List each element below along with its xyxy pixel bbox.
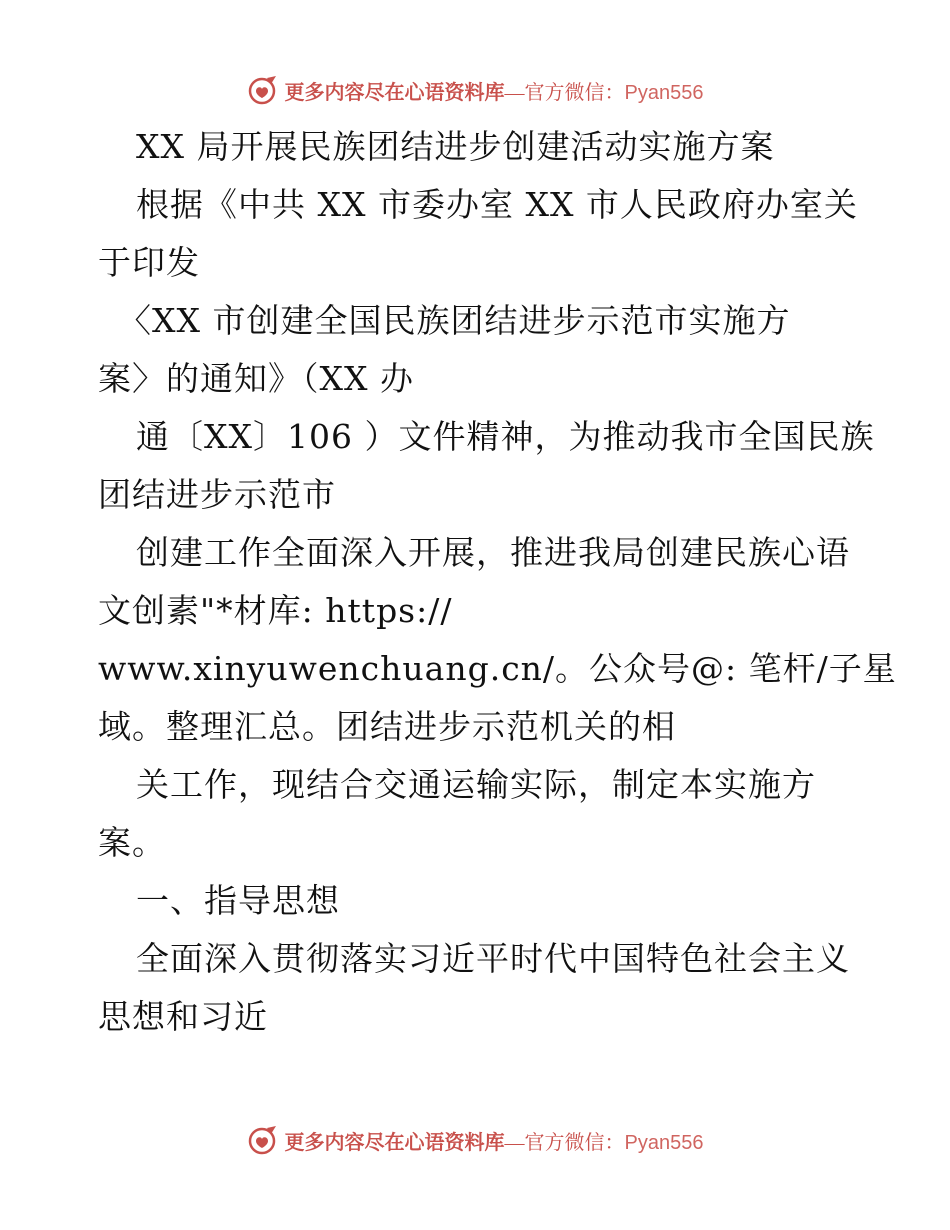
watermark-separator: — <box>504 81 525 104</box>
paragraph-line: 案〉的通知》（XX 办 <box>98 359 414 398</box>
paragraph-line: 关工作，现结合交通运输实际，制定本实施方 <box>136 765 816 804</box>
paragraph-line: 思想和习近 <box>98 997 268 1036</box>
watermark-wechat-id: Pyan556 <box>624 1131 704 1154</box>
paragraph-line: 全面深入贯彻落实习近平时代中国特色社会主义 <box>136 939 850 978</box>
paragraph-line: 根据《中共 XX 市委办室 XX 市人民政府办室关 <box>136 185 858 224</box>
watermark-wechat-id: Pyan556 <box>624 81 704 104</box>
paragraph-line: 团结进步示范市 <box>98 475 336 514</box>
paragraph-line: 案。 <box>98 823 166 862</box>
paragraph-line: 创建工作全面深入开展，推进我局创建民族心语 <box>136 533 850 572</box>
brush-heart-logo-icon <box>247 74 279 106</box>
watermark-separator: — <box>504 1131 525 1154</box>
document-body <box>98 118 897 1046</box>
paragraph-line: 文创素"*材库: https:// <box>98 591 453 630</box>
paragraph-line: 域。整理汇总。团结进步示范机关的相 <box>98 707 676 746</box>
watermark-text <box>285 76 704 105</box>
watermark-main: 更多内容尽在心语资料库 <box>284 1131 505 1154</box>
paragraph-line: 于印发 <box>98 243 200 282</box>
paragraph-line: 〈XX 市创建全国民族团结进步示范市实施方 <box>118 301 791 340</box>
watermark-text <box>285 1126 704 1155</box>
brush-heart-logo-icon <box>247 1124 279 1156</box>
watermark-wechat-label: 官方微信： <box>524 1131 625 1154</box>
document-title: XX 局开展民族团结进步创建活动实施方案 <box>136 127 775 166</box>
footer-watermark <box>0 1120 950 1160</box>
paragraph-line: 通〔XX〕106 ）文件精神，为推动我市全国民族 <box>136 417 875 456</box>
section-heading: 一、指导思想 <box>136 881 340 920</box>
watermark-wechat-label: 官方微信： <box>524 81 625 104</box>
paragraph-line: www.xinyuwenchuang.cn/。公众号@: 笔杆/子星 <box>98 649 897 688</box>
watermark-main: 更多内容尽在心语资料库 <box>284 81 505 104</box>
header-watermark <box>0 70 950 110</box>
